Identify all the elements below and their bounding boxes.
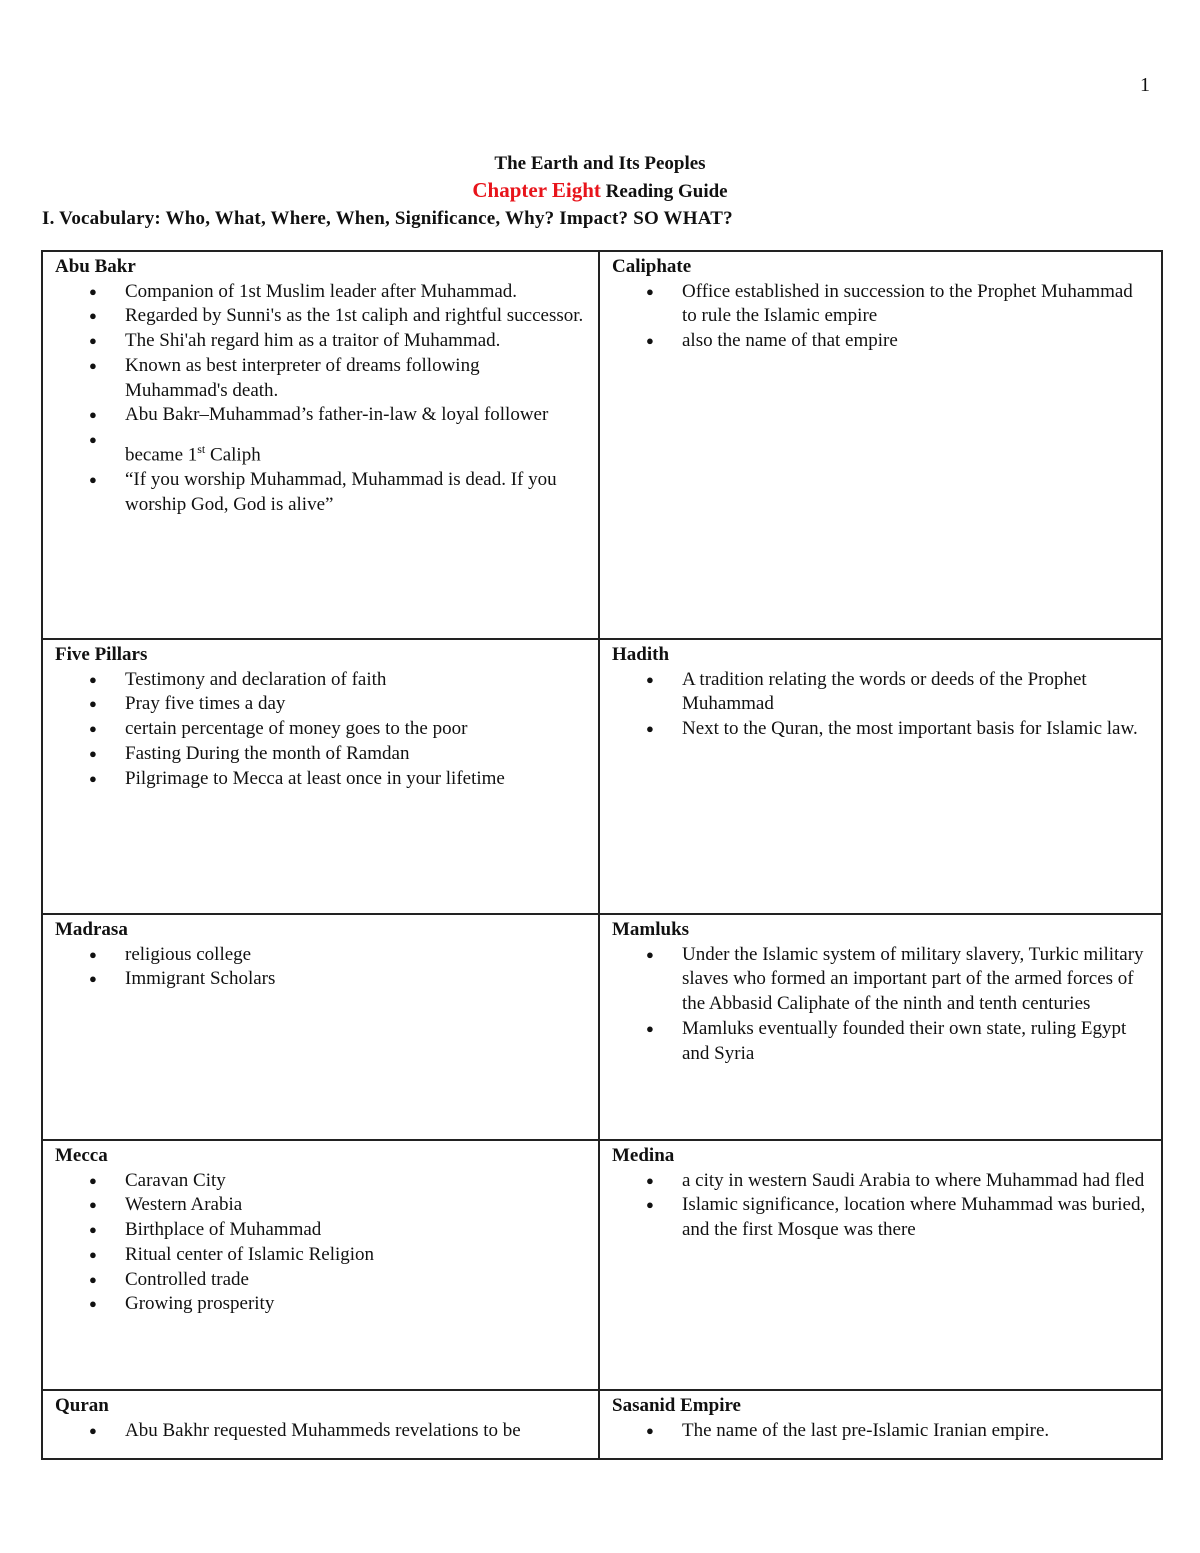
list-item-text: Caliph bbox=[205, 444, 261, 466]
term-title: Caliphate bbox=[612, 256, 692, 277]
term-cell-medina bbox=[599, 1140, 1162, 1390]
list-item: ● Controlled trade bbox=[125, 1268, 586, 1293]
table-row bbox=[42, 1140, 1162, 1390]
term-title: Mamluks bbox=[612, 919, 690, 940]
list-item: ● certain percentage of money goes to the poor bbox=[125, 717, 586, 742]
list-item bbox=[125, 428, 586, 468]
term-title: Quran bbox=[55, 1395, 109, 1416]
term-list bbox=[612, 280, 1149, 354]
term-list bbox=[612, 1419, 1149, 1444]
list-item: ● Regarded by Sunni's as the 1st caliph and rightful successor. bbox=[125, 304, 586, 329]
term-title: Hadith bbox=[612, 644, 670, 665]
term-title: Medina bbox=[612, 1145, 675, 1166]
term-cell-five-pillars bbox=[42, 639, 599, 914]
list-item: ● a city in western Saudi Arabia to where Muhammad had fled bbox=[682, 1169, 1149, 1194]
list-item: ● also the name of that empire bbox=[682, 329, 1149, 354]
list-item: ● Testimony and declaration of faith bbox=[125, 668, 586, 693]
term-cell-abu-bakr bbox=[42, 251, 599, 639]
document-header bbox=[0, 150, 1200, 232]
list-item: ● Birthplace of Muhammad bbox=[125, 1218, 586, 1243]
term-cell-sasanid-empire bbox=[599, 1390, 1162, 1459]
table-row bbox=[42, 251, 1162, 639]
list-item: ● religious college bbox=[125, 943, 586, 968]
vocabulary-table bbox=[41, 250, 1163, 1460]
list-item: ● Growing prosperity bbox=[125, 1292, 586, 1317]
list-item: ● A tradition relating the words or deeds of the Prophet Muhammad bbox=[682, 668, 1149, 717]
list-item: ● Under the Islamic system of military slavery, Turkic military slaves who formed an important part of the armed forces of the Abbasid Caliphate of the ninth and tenth centuries bbox=[682, 943, 1149, 1017]
page-number: 1 bbox=[1140, 74, 1150, 96]
list-item: ● Pilgrimage to Mecca at least once in your lifetime bbox=[125, 767, 586, 792]
list-item: ● Fasting During the month of Ramdan bbox=[125, 742, 586, 767]
list-item: ● Islamic significance, location where Muhammad was buried, and the first Mosque was there bbox=[682, 1193, 1149, 1242]
chapter-label: Chapter Eight bbox=[472, 178, 601, 202]
list-item: ● The Shi'ah regard him as a traitor of Muhammad. bbox=[125, 329, 586, 354]
list-item: ● Abu Bakr–Muhammad’s father-in-law & loyal follower bbox=[125, 403, 586, 428]
list-item: ● Caravan City bbox=[125, 1169, 586, 1194]
term-list bbox=[55, 668, 586, 792]
chapter-heading bbox=[0, 177, 1200, 205]
term-list bbox=[55, 280, 586, 518]
term-cell-hadith bbox=[599, 639, 1162, 914]
term-title: Madrasa bbox=[55, 919, 128, 940]
term-title: Abu Bakr bbox=[55, 256, 136, 277]
table-row bbox=[42, 1390, 1162, 1459]
term-list bbox=[612, 943, 1149, 1067]
list-item: ● Pray five times a day bbox=[125, 692, 586, 717]
term-list bbox=[612, 1169, 1149, 1243]
term-list bbox=[55, 1419, 586, 1444]
list-item: ● Next to the Quran, the most important basis for Islamic law. bbox=[682, 717, 1149, 742]
list-item: ● Companion of 1st Muslim leader after Muhammad. bbox=[125, 280, 586, 305]
section-heading: I. Vocabulary: Who, What, Where, When, Significance, Why? Impact? SO WHAT? bbox=[42, 208, 733, 229]
term-title: Five Pillars bbox=[55, 644, 148, 665]
term-list bbox=[55, 1169, 586, 1317]
list-item: ● The name of the last pre-Islamic Iranian empire. bbox=[682, 1419, 1149, 1444]
list-item: ● Immigrant Scholars bbox=[125, 967, 586, 992]
list-item-text: became 1 bbox=[125, 444, 198, 466]
term-cell-quran bbox=[42, 1390, 599, 1459]
list-item: ● “If you worship Muhammad, Muhammad is dead. If you worship God, God is alive” bbox=[125, 468, 586, 517]
list-item: ● Abu Bakhr requested Muhammeds revelations to be bbox=[125, 1419, 586, 1444]
term-cell-mecca bbox=[42, 1140, 599, 1390]
list-item: ● Mamluks eventually founded their own state, ruling Egypt and Syria bbox=[682, 1017, 1149, 1066]
term-list bbox=[55, 943, 586, 992]
term-title: Mecca bbox=[55, 1145, 108, 1166]
table-row bbox=[42, 914, 1162, 1140]
list-item: ● Western Arabia bbox=[125, 1193, 586, 1218]
list-item: ● Ritual center of Islamic Religion bbox=[125, 1243, 586, 1268]
term-cell-caliphate bbox=[599, 251, 1162, 639]
term-title: Sasanid Empire bbox=[612, 1395, 741, 1416]
reading-guide-label: Reading Guide bbox=[600, 181, 728, 202]
term-cell-madrasa bbox=[42, 914, 599, 1140]
table-row bbox=[42, 639, 1162, 914]
list-item: ● Office established in succession to the Prophet Muhammad to rule the Islamic empire bbox=[682, 280, 1149, 329]
term-list bbox=[612, 668, 1149, 742]
term-cell-mamluks bbox=[599, 914, 1162, 1140]
list-item: ● Known as best interpreter of dreams following Muhammad's death. bbox=[125, 354, 586, 403]
ordinal-suffix: st bbox=[197, 441, 206, 456]
document-title: The Earth and Its Peoples bbox=[494, 153, 706, 174]
